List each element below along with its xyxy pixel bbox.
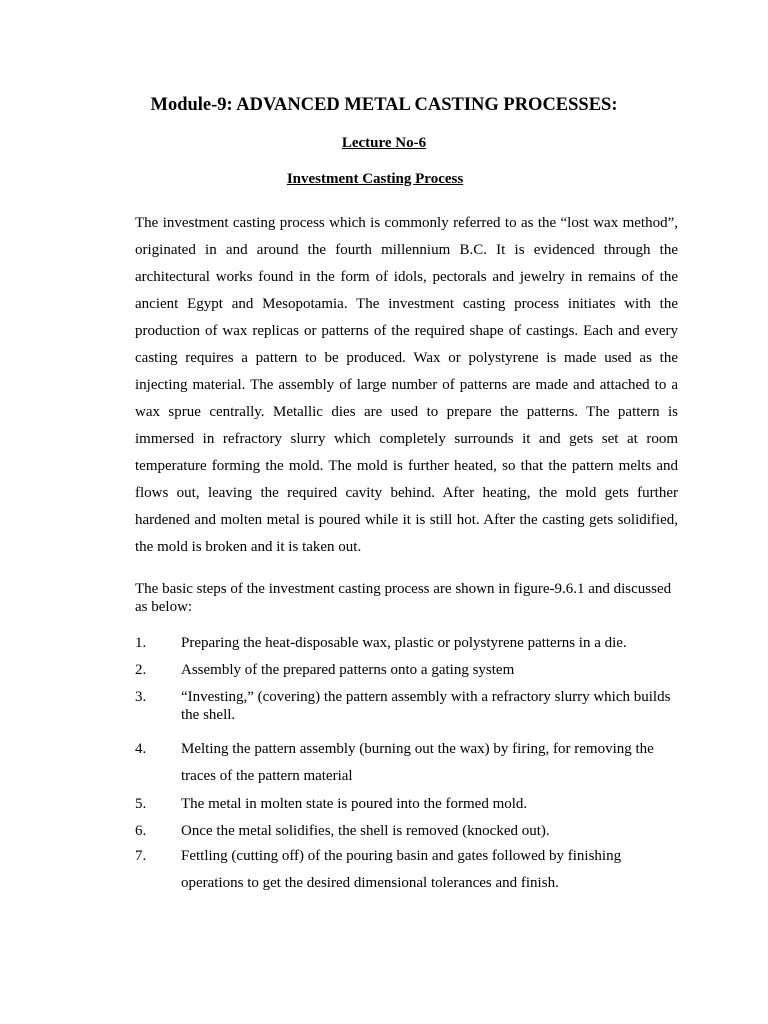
section-title: Investment Casting Process <box>286 171 464 187</box>
list-item-number: 6. <box>135 823 147 839</box>
module-title: Module-9: ADVANCED METAL CASTING PROCESSES: <box>150 95 618 115</box>
list-item-text: Assembly of the prepared patterns onto a gating system <box>181 662 515 678</box>
list-item-number: 1. <box>135 635 147 651</box>
list-item-text: Fettling (cutting off) of the pouring basin and gates followed by finishing operations to get the desired dimensional tolerances and finish. <box>181 848 622 891</box>
list-item-text: Melting the pattern assembly (burning out the wax) by firing, for removing the traces of the pattern material <box>181 741 654 784</box>
lecture-number: Lecture No-6 <box>341 135 427 151</box>
list-item-text: “Investing,” (covering) the pattern assembly with a refractory slurry which builds the shell. <box>181 689 671 723</box>
list-item-text: Preparing the heat-disposable wax, plastic or polystyrene patterns in a die. <box>181 635 627 651</box>
list-item-number: 2. <box>135 662 147 678</box>
list-item-number: 5. <box>135 796 147 812</box>
list-item-text: Once the metal solidifies, the shell is removed (knocked out). <box>181 823 550 839</box>
intro-paragraph: The investment casting process which is commonly referred to as the “lost wax method”, originated in and around the fourth millennium B.C. It is evidenced through the architectural works found in the form of idols, pectorals and jewelry in remains of the ancient Egypt and Mesopotamia. The investment casting process initiates with the production of wax replicas or patterns of the required shape of castings. Each and every casting requires a pattern to be produced. Wax or polystyrene is made used as the injecting material. The assembly of large number of patterns are made and attached to a wax sprue centrally. Metallic dies are used to prepare the patterns. The pattern is immersed in refractory slurry which completely surrounds it and gets set at room temperature forming the mold. The mold is further heated, so that the pattern melts and flows out, leaving the required cavity behind. After heating, the mold gets further hardened and molten metal is poured while it is still hot. After the casting gets solidified, the mold is broken and it is taken out. <box>135 215 678 555</box>
list-item-text: The metal in molten state is poured into the formed mold. <box>181 796 528 812</box>
steps-intro-paragraph: The basic steps of the investment casting process are shown in figure-9.6.1 and discussed as below: <box>135 581 672 615</box>
list-item-number: 3. <box>135 689 147 705</box>
list-item-number: 7. <box>135 848 147 864</box>
list-item-number: 4. <box>135 741 147 757</box>
